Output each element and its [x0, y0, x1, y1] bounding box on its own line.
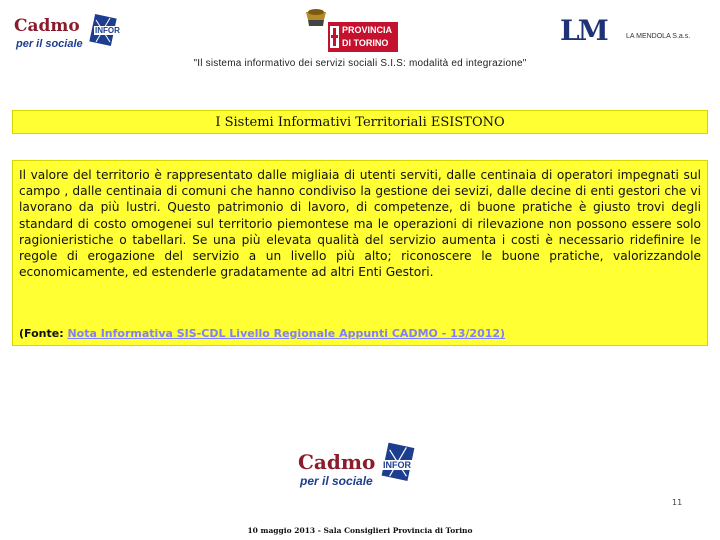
provincia-logo: [300, 8, 400, 52]
page-number: 11: [672, 498, 683, 507]
footer-event-text: 10 maggio 2013 - Sala Consiglieri Provincia di Torino: [247, 526, 473, 535]
slide-content-box: [12, 160, 708, 346]
flag-icon: [330, 26, 339, 48]
provincia-line1: PROVINCIA: [342, 25, 393, 35]
cadmo-tagline: per il sociale: [300, 474, 373, 488]
footer-cadmo-logo: [296, 440, 426, 490]
body-paragraph: Il valore del territorio è rappresentato dalle migliaia di utenti serviti, dalle centinaia di operatori impegnati sul campo , dalle centinaia di comuni che hanno condiviso la gestione dei sevizi, dalle decine di enti gestori che vi lavorano da più lustri. Questo patrimonio di lavoro, di competenze, di buone pratiche è giusto trovi degli standard di costo omogenei sul territorio piemontese ma le operazioni di rilevazione non possono essere solo ragionieristiche o tabellari. Se una più elevata qualità del servizio aumenta i costi è necessario ridefinire le regole di erogazione del servizio a un livello più alto; riconoscere le buone pratiche, valorizzandole economicamente, ed estenderle gradatamente ad altri Enti Gestori.: [19, 168, 701, 280]
lm-company-name: LA MENDOLA S.a.s.: [626, 33, 691, 40]
cadmo-badge: INFOR: [383, 460, 411, 470]
slide-title-bar: [12, 110, 708, 134]
cadmo-tagline: per il sociale: [16, 38, 83, 50]
source-prefix: (Fonte:: [19, 327, 68, 340]
header-subtitle: "Il sistema informativo dei servizi sociali S.I.S: modalità ed integrazione": [193, 58, 527, 69]
source-link[interactable]: Nota Informativa SIS-CDL Livello Regionale Appunti CADMO - 13/2012): [67, 327, 506, 340]
slide-title: I Sistemi Informativi Territoriali ESISTONO: [215, 114, 505, 130]
cadmo-badge: INFOR: [95, 26, 120, 35]
lm-mark: LM: [560, 14, 607, 47]
cadmo-logo: [10, 14, 120, 54]
cadmo-word: Cadmo: [14, 16, 80, 36]
provincia-line2: DI TORINO: [342, 38, 389, 48]
source-citation: [19, 327, 505, 340]
cadmo-word: Cadmo: [298, 450, 376, 474]
la-mendola-logo: [560, 14, 710, 46]
